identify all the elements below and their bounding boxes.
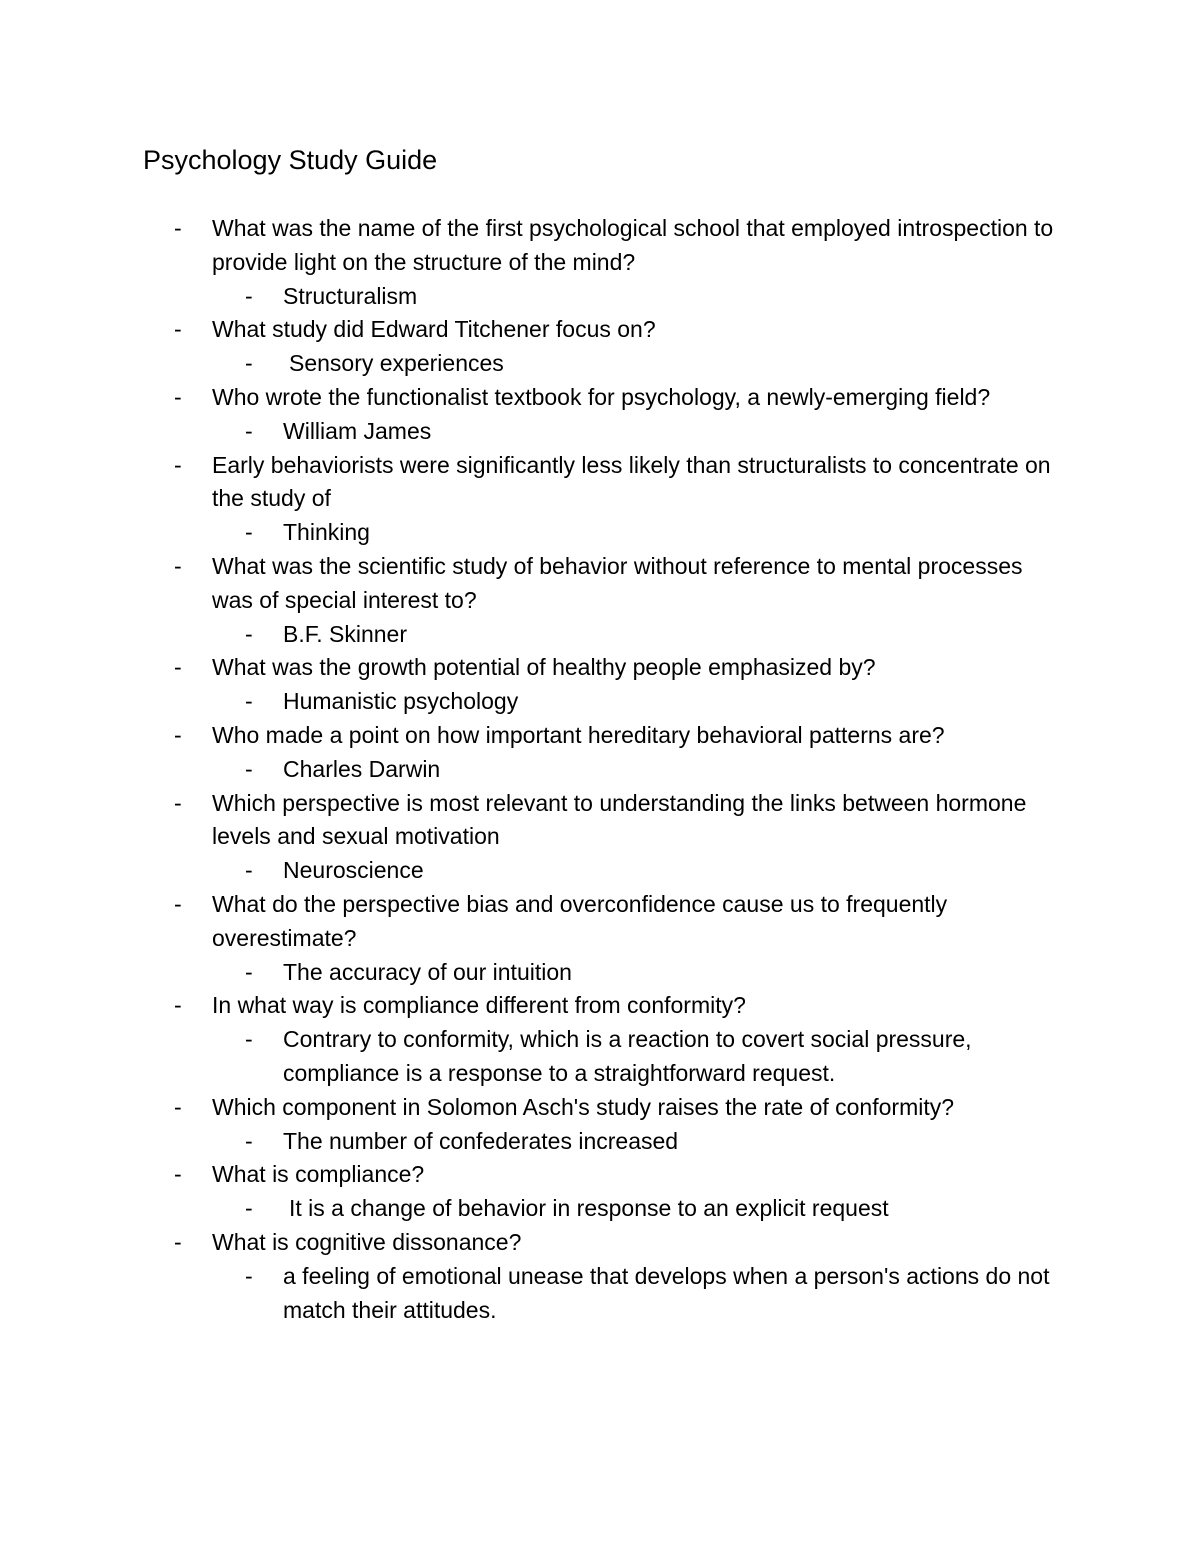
question-bullet: - bbox=[174, 383, 182, 410]
question-bullet: - bbox=[174, 789, 182, 816]
answer-list bbox=[0, 415, 1200, 449]
answer-list bbox=[0, 347, 1200, 381]
answer-list bbox=[0, 753, 1200, 787]
answer-bullet: - bbox=[245, 1262, 253, 1289]
question-text: What study did Edward Titchener focus on? bbox=[212, 316, 656, 343]
answer-item bbox=[0, 280, 1200, 314]
answer-bullet: - bbox=[245, 620, 253, 647]
answer-item bbox=[0, 516, 1200, 550]
question-text: What was the growth potential of healthy people emphasized by? bbox=[212, 654, 876, 681]
answer-item bbox=[0, 1260, 1200, 1328]
question-item bbox=[0, 313, 1200, 381]
question-bullet: - bbox=[174, 1093, 182, 1120]
answer-text: B.F. Skinner bbox=[283, 620, 407, 647]
question-item bbox=[0, 550, 1200, 651]
answer-text: Thinking bbox=[283, 519, 370, 546]
question-text: What was the scientific study of behavior without reference to mental processes was of special interest to? bbox=[212, 552, 1023, 613]
answer-list bbox=[0, 956, 1200, 990]
question-text: What was the name of the first psychological school that employed introspection to provide light on the structure of the mind? bbox=[212, 215, 1054, 275]
answer-list bbox=[0, 516, 1200, 550]
page-title: Psychology Study Guide bbox=[143, 145, 438, 175]
question-item bbox=[0, 1091, 1200, 1159]
answer-item bbox=[0, 415, 1200, 449]
question-item bbox=[0, 381, 1200, 449]
question-text: Who made a point on how important hereditary behavioral patterns are? bbox=[212, 721, 945, 748]
answer-bullet: - bbox=[245, 519, 253, 546]
answer-text: Charles Darwin bbox=[283, 755, 441, 782]
answer-list bbox=[0, 1260, 1200, 1328]
question-bullet: - bbox=[174, 316, 182, 343]
answer-text: a feeling of emotional unease that develops when a person's actions do not match their attitudes. bbox=[283, 1262, 1050, 1323]
answer-text: Sensory experiences bbox=[289, 350, 504, 377]
answer-list bbox=[0, 1023, 1200, 1091]
question-bullet: - bbox=[174, 1228, 182, 1255]
answer-bullet: - bbox=[245, 857, 253, 884]
question-text: In what way is compliance different from conformity? bbox=[212, 992, 746, 1019]
answer-text: Contrary to conformity, which is a reaction to covert social pressure, compliance is a response to a straightforward request. bbox=[283, 1026, 972, 1086]
question-text: Which component in Solomon Asch's study raises the rate of conformity? bbox=[212, 1093, 955, 1120]
answer-list bbox=[0, 618, 1200, 652]
answer-item bbox=[0, 1192, 1200, 1226]
answer-list bbox=[0, 854, 1200, 888]
answer-text: Neuroscience bbox=[283, 857, 424, 884]
answer-bullet: - bbox=[245, 1127, 253, 1154]
question-item bbox=[0, 449, 1200, 550]
answer-list bbox=[0, 1125, 1200, 1159]
question-bullet: - bbox=[174, 890, 182, 917]
answer-text: William James bbox=[283, 417, 432, 444]
question-text: Which perspective is most relevant to understanding the links between hormone levels and sexual motivation bbox=[212, 789, 1027, 850]
answer-item bbox=[0, 618, 1200, 652]
answer-bullet: - bbox=[245, 1026, 253, 1053]
question-text: Who wrote the functionalist textbook for psychology, a newly-emerging field? bbox=[212, 383, 991, 410]
question-item bbox=[0, 1226, 1200, 1327]
question-item bbox=[0, 888, 1200, 989]
answer-item bbox=[0, 347, 1200, 381]
question-text: What is cognitive dissonance? bbox=[212, 1228, 522, 1255]
question-bullet: - bbox=[174, 1161, 182, 1188]
answer-text: The number of confederates increased bbox=[283, 1127, 679, 1154]
answer-item bbox=[0, 685, 1200, 719]
answer-bullet: - bbox=[245, 958, 253, 985]
question-list bbox=[0, 212, 1200, 1327]
question-text: Early behaviorists were significantly less likely than structuralists to concentrate on the study of bbox=[212, 451, 1051, 512]
question-item bbox=[0, 989, 1200, 1090]
question-bullet: - bbox=[174, 654, 182, 681]
answer-bullet: - bbox=[245, 417, 253, 444]
answer-bullet: - bbox=[245, 755, 253, 782]
answer-item bbox=[0, 1125, 1200, 1159]
question-item bbox=[0, 212, 1200, 313]
answer-item bbox=[0, 1023, 1200, 1091]
answer-text: The accuracy of our intuition bbox=[283, 958, 572, 985]
question-item bbox=[0, 1158, 1200, 1226]
question-bullet: - bbox=[174, 451, 182, 478]
answer-list bbox=[0, 1192, 1200, 1226]
answer-item bbox=[0, 956, 1200, 990]
answer-list bbox=[0, 280, 1200, 314]
question-item bbox=[0, 719, 1200, 787]
answer-item bbox=[0, 854, 1200, 888]
answer-bullet: - bbox=[245, 688, 253, 715]
answer-text: It is a change of behavior in response to an explicit request bbox=[289, 1195, 889, 1222]
question-text: What is compliance? bbox=[212, 1161, 425, 1188]
question-bullet: - bbox=[174, 215, 182, 241]
question-text: What do the perspective bias and overconfidence cause us to frequently overestimate? bbox=[212, 890, 948, 951]
question-item bbox=[0, 651, 1200, 719]
answer-list bbox=[0, 685, 1200, 719]
question-bullet: - bbox=[174, 992, 182, 1019]
answer-bullet: - bbox=[245, 282, 253, 309]
question-item bbox=[0, 787, 1200, 888]
answer-bullet: - bbox=[245, 350, 253, 377]
question-bullet: - bbox=[174, 552, 182, 579]
answer-text: Humanistic psychology bbox=[283, 688, 519, 715]
answer-text: Structuralism bbox=[283, 282, 418, 309]
answer-item bbox=[0, 753, 1200, 787]
question-bullet: - bbox=[174, 721, 182, 748]
answer-bullet: - bbox=[245, 1195, 253, 1222]
